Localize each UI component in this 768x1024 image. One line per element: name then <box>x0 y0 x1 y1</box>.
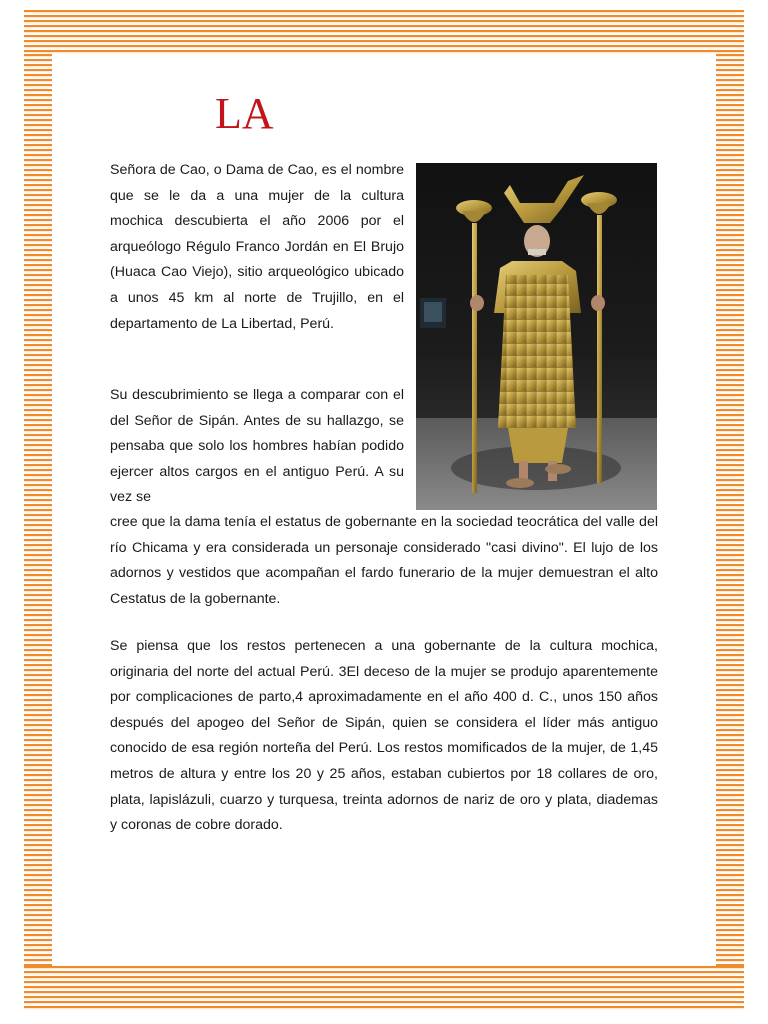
page-title: LA <box>215 89 274 138</box>
paragraph-discovery-end: cree que la dama tenía el estatus de gobernante en la sociedad teocrática del valle del río Chicama y era considerada un personaje considerado "casi divino". El lujo de los adornos y vestidos que acompañan el fardo funerario de la mujer demuestran el alto Cestatus de la gobernante. <box>110 514 658 607</box>
decorative-border-right <box>716 54 744 966</box>
decorative-border-bottom <box>24 966 744 1010</box>
museum-figure-image <box>416 163 657 510</box>
decorative-border-top <box>24 10 744 54</box>
decorative-border-left <box>24 54 52 966</box>
paragraph-discovery-start: Su descubrimiento se llega a comparar con el del Señor de Sipán. Antes de su hallazgo, se pensaba que solo los hombres habían podido ejercer altos cargos en el antiguo Perú. A su vez se <box>110 387 404 506</box>
paragraph-remains: Se piensa que los restos pertenecen a una gobernante de la cultura mochica, originaria del norte del actual Perú. 3El deceso de la mujer se produjo aparentemente por complicaciones de parto,4 aproximadamente en el año 400 d. C., unos 150 años después del apogeo del Señor de Sipán, quien se considera el líder más antiguo conocido de esa región norteña del Perú. Los restos momificados de la mujer, de 1,45 metros de altura y entre los 20 y 25 años, estaban cubiertos por 18 collares de oro, plata, lapislázuli, cuarzo y turquesa, treinta adornos de nariz de oro y plata, diademas y coronas de cobre dorado. <box>110 638 658 834</box>
paragraph-intro: Señora de Cao, o Dama de Cao, es el nombre que se le da a una mujer de la cultura mochica descubierta el año 2006 por el arqueólogo Régulo Franco Jordán en El Brujo (Huaca Cao Viejo), sitio arqueológico ubicado a unos 45 km al norte de Trujillo, en el departamento de La Libertad, Perú. <box>110 162 404 332</box>
